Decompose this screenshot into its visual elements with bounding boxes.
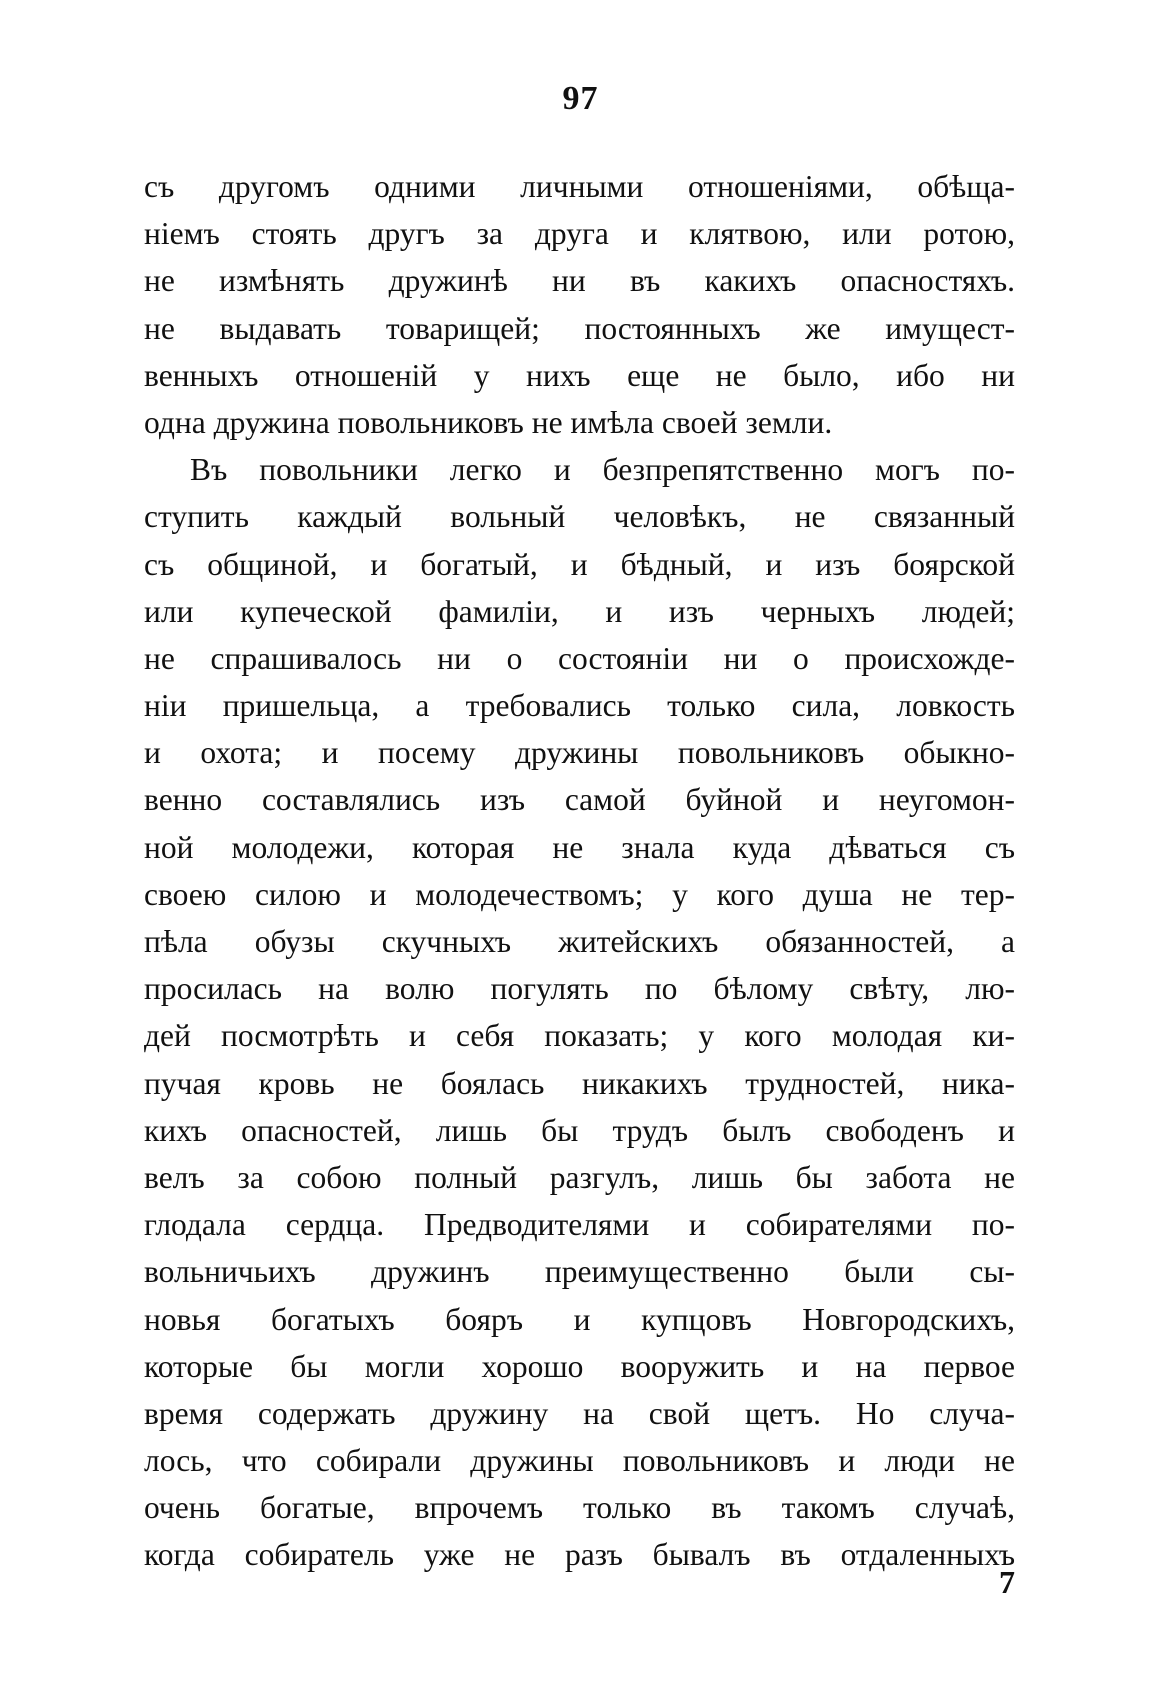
body-text bbox=[144, 163, 1015, 1579]
text-line: не выдавать товарищей; постоянныхъ же имущест- bbox=[144, 310, 1015, 346]
signature-mark: 7 bbox=[999, 1564, 1015, 1600]
text-line: вольничьихъ дружинъ преимущественно были сы- bbox=[144, 1254, 1015, 1290]
text-line: своею силою и молодечествомъ; у кого душа не тер- bbox=[144, 876, 1015, 912]
text-line: съ другомъ одними личными отношеніями, обѣща- bbox=[144, 169, 1015, 204]
text-line: или купеческой фамиліи, и изъ черныхъ людей; bbox=[144, 593, 1015, 629]
text-line: одна дружина повольниковъ не имѣла своей земли. bbox=[144, 404, 833, 440]
text-line: кихъ опасностей, лишь бы трудъ былъ свободенъ и bbox=[144, 1112, 1015, 1148]
text-line: просилась на волю погулять по бѣлому свѣту, лю- bbox=[144, 971, 1015, 1007]
text-line: ніи пришельца, а требовались только сила, ловкость bbox=[144, 688, 1015, 724]
text-line: съ общиной, и богатый, и бѣдный, и изъ боярской bbox=[144, 546, 1015, 582]
page-number: 97 bbox=[562, 80, 599, 117]
text-line: велъ за собою полный разгулъ, лишь бы забота не bbox=[144, 1159, 1015, 1195]
text-line: ступить каждый вольный человѣкъ, не связанный bbox=[144, 499, 1015, 535]
text-line: когда собиратель уже не разъ бывалъ въ отдаленныхъ bbox=[144, 1537, 1015, 1573]
text-line: не измѣнять дружинѣ ни въ какихъ опасностяхъ. bbox=[144, 263, 1015, 299]
text-line: очень богатые, впрочемъ только въ такомъ случаѣ, bbox=[144, 1490, 1015, 1526]
text-line: пучая кровь не боялась никакихъ трудностей, ника- bbox=[144, 1065, 1015, 1101]
text-line: которые бы могли хорошо вооружить и на первое bbox=[144, 1348, 1015, 1384]
text-line: Въ повольники легко и безпрепятственно могъ по- bbox=[190, 452, 1015, 488]
text-line: венныхъ отношеній у нихъ еще не было, ибо ни bbox=[144, 357, 1015, 393]
text-line: и охота; и посему дружины повольниковъ обыкно- bbox=[144, 735, 1015, 771]
text-line: пѣла обузы скучныхъ житейскихъ обязанностей, а bbox=[144, 924, 1015, 959]
text-line: лось, что собирали дружины повольниковъ и люди не bbox=[144, 1443, 1015, 1479]
text-line: время содержать дружину на свой щетъ. Но случа- bbox=[144, 1395, 1015, 1431]
text-line: новья богатыхъ бояръ и купцовъ Новгородскихъ, bbox=[144, 1301, 1015, 1337]
text-line: дей посмотрѣть и себя показать; у кого молодая ки- bbox=[144, 1018, 1015, 1054]
text-line: венно составлялись изъ самой буйной и неугомон- bbox=[144, 782, 1015, 818]
text-line: ной молодежи, которая не знала куда дѣваться съ bbox=[144, 829, 1015, 865]
text-line: не спрашивалось ни о состояніи ни о происхожде- bbox=[144, 640, 1015, 676]
text-line: ніемъ стоять другъ за друга и клятвою, или ротою, bbox=[144, 216, 1015, 252]
text-line: глодала сердца. Предводителями и собирателями по- bbox=[144, 1207, 1015, 1243]
